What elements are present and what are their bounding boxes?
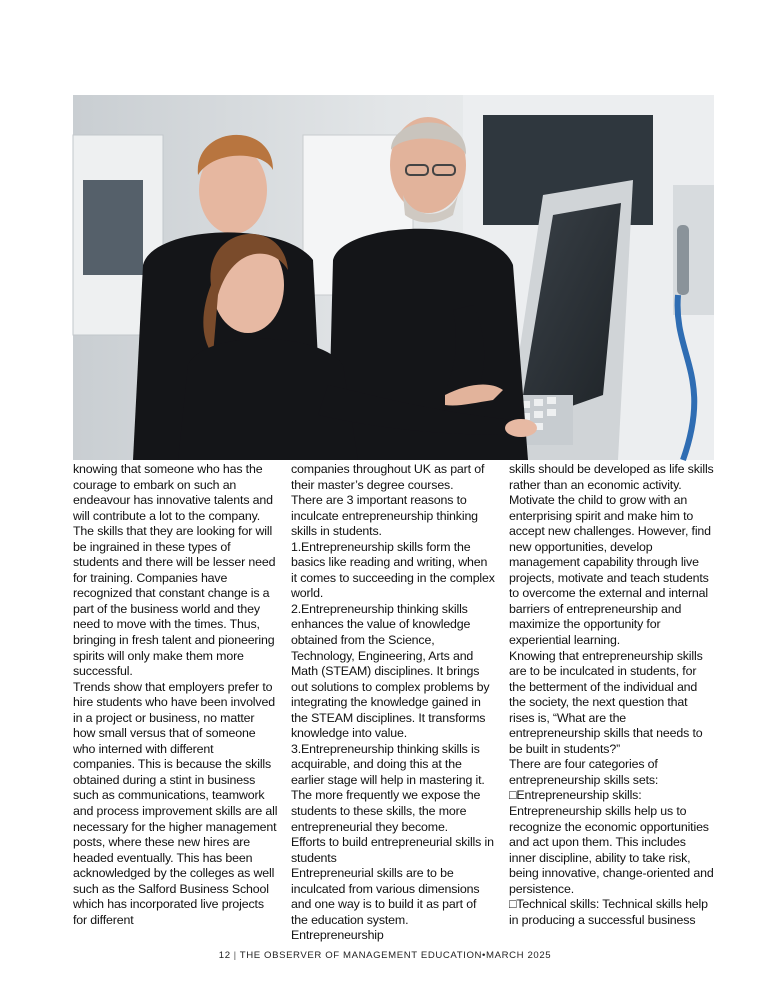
paragraph: skills should be developed as life skills rather than an economic activity. Motivate the child to grow with an enterprising spirit and make him to accept new challenges. However, find new opportunities, develop management capability through live projects, motivate and teach students to overcome the external and internal barriers of entrepreneurship and maximize the opportunity for experiential learning. [509, 462, 714, 648]
page-number: 12 [218, 950, 231, 961]
column-1 [73, 462, 278, 944]
paragraph: companies throughout UK as part of their master’s degree courses. [291, 462, 485, 492]
paragraph: Entrepreneurial skills are to be inculcated from various dimensions and one way is to build it as part of the education system. Entrepreneurship [291, 866, 480, 943]
list-item: 1.Entrepreneurship skills form the basics like reading and writing, when it comes to succeeding in the complex world. [291, 539, 495, 601]
issue-date: MARCH 2025 [486, 950, 552, 961]
footer-bullet: • [482, 950, 487, 961]
paragraph: There are 3 important reasons to inculcate entrepreneurship thinking skills in students. [291, 493, 478, 539]
list-item: 2.Entrepreneurship thinking skills enhances the value of knowledge obtained from the Science, Technology, Engineering, Arts and Math (STEAM) disciplines. It brings out solutions to complex problems by integrating the knowledge gained in the STEAM disciplines. It transforms knowledge into value. [291, 601, 490, 741]
paragraph: There are four categories of entrepreneurship skills sets: [509, 757, 659, 787]
column-3 [509, 462, 714, 944]
page-footer [0, 950, 770, 961]
publication-name: THE OBSERVER OF MANAGEMENT EDUCATION [239, 950, 483, 961]
students-with-instructor-at-cnc-machine-illustration [73, 95, 714, 460]
article-photo [73, 95, 714, 460]
list-item: □Technical skills: Technical skills help in producing a successful business [509, 897, 708, 927]
paragraph: Knowing that entrepreneurship skills are to be inculcated in students, for the betterment of the individual and the society, the next question that rises is, “What are the entrepreneurship skills that needs to be built in students?” [509, 648, 703, 756]
section-heading: Efforts to build entrepreneurial skills in students [291, 835, 494, 865]
list-item: 3.Entrepreneurship thinking skills is acquirable, and doing this at the earlier stage will help in mastering it. The more frequently we expose the students to these skills, the more entrepreneurial they become. [291, 741, 485, 834]
column-2 [291, 462, 496, 944]
footer-divider: | [233, 950, 237, 961]
paragraph: Trends show that employers prefer to hire students who have been involved in a project or business, no matter how small versus that of someone who interned with different companies. This is because the skills obtained during a stint in business such as communications, teamwork and process improvement skills are all necessary for the higher management posts, where these new hires are headed eventually. This has been acknowledged by the colleges as well such as the Salford Business School which has incorporated live projects for different [73, 679, 278, 927]
list-item: □Entrepreneurship skills: Entrepreneurship skills help us to recognize the economic opportunities and act upon them. This includes inner discipline, ability to take risk, being innovative, change-oriented and persistence. [509, 788, 714, 896]
article-columns [73, 462, 714, 943]
paragraph: knowing that someone who has the courage to embark on such an endeavour has innovative talents and will contribute a lot to the company. The skills that they are looking for will be ingrained in these types of students and there will be lesser need for training. Companies have recognized that constant change is a part of the business world and they need to move with the times. Thus, bringing in fresh talent and pioneering spirits will only make them more successful. [73, 462, 276, 679]
